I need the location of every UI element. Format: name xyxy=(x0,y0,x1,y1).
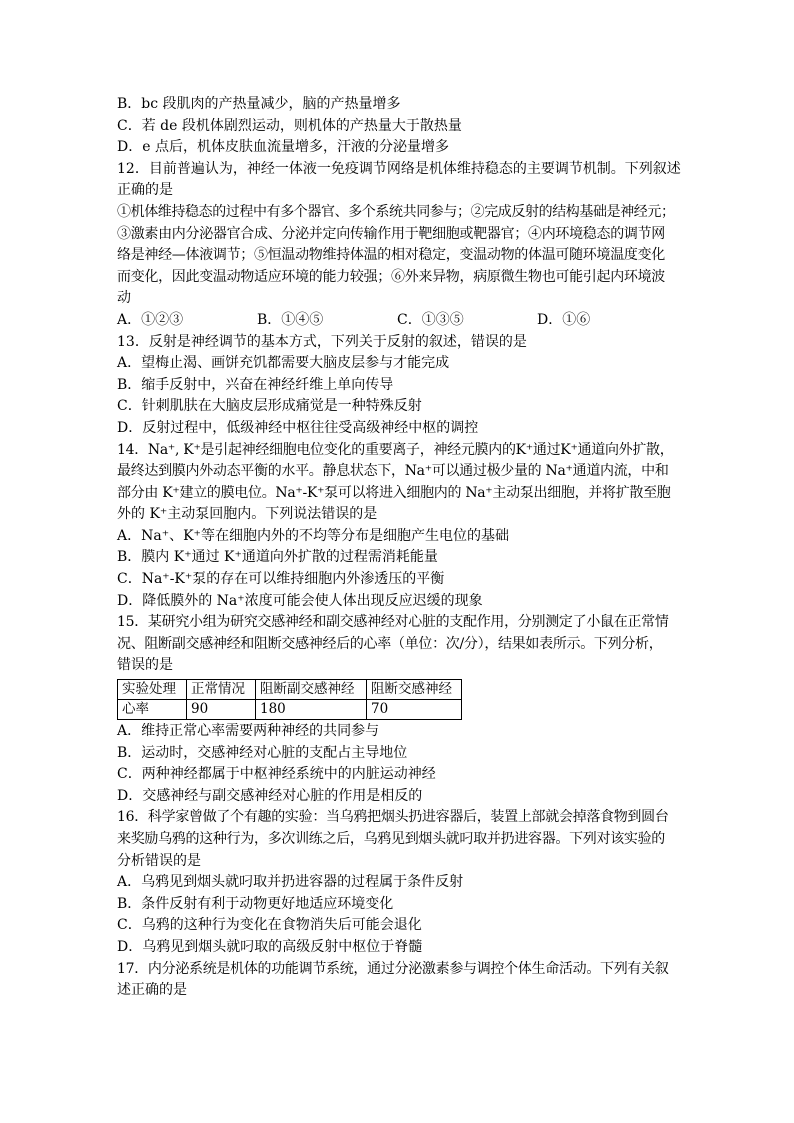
q13-stem: 13．反射是神经调节的基本方式，下列关于反射的叙述，错误的是 xyxy=(117,333,527,350)
q13-option-a: A．望梅止渴、画饼充饥都需要大脑皮层参与才能完成 xyxy=(117,355,450,372)
question-14 xyxy=(117,440,687,613)
q14-stem-line: 外的 K⁺主动泵回胞内。下列说法错误的是 xyxy=(117,506,378,523)
table-header-row xyxy=(118,680,462,700)
q16-option-d: D．乌鸦见到烟头就叼取的高级反射中枢位于脊髓 xyxy=(117,938,423,955)
q15-stem-line: 15．某研究小组为研究交感神经和副交感神经对心脏的支配作用，分别测定了小鼠在正常情 xyxy=(117,614,669,631)
table-cell: 180 xyxy=(256,700,367,720)
q15-option-a: A．维持正常心率需要两种神经的共同参与 xyxy=(117,723,380,740)
q14-option-a: A．Na⁺、K⁺等在细胞内外的不均等分布是细胞产生电位的基础 xyxy=(117,527,509,544)
question-16 xyxy=(117,807,687,958)
q16-stem-line: 分析错误的是 xyxy=(117,852,201,869)
q16-option-a: A．乌鸦见到烟头就叼取并扔进容器的过程属于条件反射 xyxy=(117,874,464,891)
q15-stem-line: 况、阻断副交感神经和阻断交感神经后的心率（单位：次/分），结果如表所示。下列分析， xyxy=(117,635,663,652)
q12-stem-line: ①机体维持稳态的过程中有多个器官、多个系统共同参与；②完成反射的结构基础是神经元； xyxy=(117,203,675,220)
q14-option-c: C．Na⁺-K⁺泵的存在可以维持细胞内外渗透压的平衡 xyxy=(117,571,445,588)
q11-tail xyxy=(117,94,687,159)
table-header-cell: 阻断交感神经 xyxy=(367,680,462,700)
q13-option-d: D．反射过程中，低级神经中枢往往受高级神经中枢的调控 xyxy=(117,419,479,436)
q14-option-d: D．降低膜外的 Na⁺浓度可能会使人体出现反应迟缓的现象 xyxy=(117,592,483,609)
q15-option-c: C．两种神经都属于中枢神经系统中的内脏运动神经 xyxy=(117,766,436,783)
q15-stem-line: 错误的是 xyxy=(117,657,173,674)
q12-option-a: A．①②③ xyxy=(117,311,184,328)
heart-rate-table xyxy=(117,679,462,720)
table-cell: 90 xyxy=(187,700,256,720)
q16-option-c: C．乌鸦的这种行为变化在食物消失后可能会退化 xyxy=(117,917,422,934)
q11-option-b: B．bc 段肌肉的产热量减少，脑的产热量增多 xyxy=(117,96,401,112)
q12-option-c: C．①③⑤ xyxy=(397,311,464,328)
table-header-cell: 阻断副交感神经 xyxy=(256,680,367,700)
q14-stem-line: 最终达到膜内外动态平衡的水平。静息状态下，Na⁺可以通过极少量的 Na⁺通道内流，中和 xyxy=(117,463,669,480)
question-12 xyxy=(117,159,687,332)
table-header-cell: 实验处理 xyxy=(118,680,187,700)
q16-stem-line: 来奖励乌鸦的这种行为，多次训练之后，乌鸦见到烟头就叼取并扔进容器。下列对该实验的 xyxy=(117,831,665,847)
q14-stem-line: 部分由 K⁺建立的膜电位。Na⁺-K⁺泵可以将进入细胞内的 Na⁺主动泵出细胞，并将扩散至胞 xyxy=(117,484,671,501)
q15-option-b: B．运动时，交感神经对心脏的支配占主导地位 xyxy=(117,744,408,761)
q12-stem-line: ③激素由内分泌器官合成、分泌并定向传输作用于靶细胞或靶器官；④内环境稳态的调节网 xyxy=(117,225,665,242)
q12-stem-line: 12．目前普遍认为，神经一体液一免疫调节网络是机体维持稳态的主要调节机制。下列叙述 xyxy=(117,160,681,177)
q12-stem-line: 络是神经—体液调节；⑤恒温动物维持体温的相对稳定，变温动物的体温可随环境温度变化 xyxy=(117,247,665,264)
q17-stem-line: 17．内分泌系统是机体的功能调节系统，通过分泌激素参与调控个体生命活动。下列有关叙 xyxy=(117,960,669,977)
q11-option-d: D．e 点后，机体皮肤血流量增多，汗液的分泌量增多 xyxy=(117,139,449,156)
table-row xyxy=(118,700,462,720)
q13-option-b: B．缩手反射中，兴奋在神经纤维上单向传导 xyxy=(117,376,394,393)
table-header-cell: 正常情况 xyxy=(187,680,256,700)
table-row-label: 心率 xyxy=(118,700,187,720)
q16-stem-line: 16．科学家曾做了个有趣的实验：当乌鸦把烟头扔进容器后，装置上部就会掉落食物到圆台 xyxy=(117,809,669,826)
q12-stem-line: 而变化，因此变温动物适应环境的能力较强；⑥外来异物，病原微生物也可能引起内环境波 xyxy=(117,268,665,285)
q12-option-d: D．①⑥ xyxy=(537,311,591,328)
q15-option-d: D．交感神经与副交感神经对心脏的作用是相反的 xyxy=(117,787,423,804)
q14-option-b: B．膜内 K⁺通过 K⁺通道向外扩散的过程需消耗能量 xyxy=(117,549,438,566)
q12-options xyxy=(117,310,687,332)
q14-stem-line: 14．Na⁺, K⁺是引起神经细胞电位变化的重要离子，神经元膜内的K⁺通过K⁺通道向外扩散， xyxy=(117,441,674,458)
q13-option-c: C．针刺肌肤在大脑皮层形成痛觉是一种特殊反射 xyxy=(117,398,422,415)
q16-option-b: B．条件反射有利于动物更好地适应环境变化 xyxy=(117,895,394,912)
exam-page xyxy=(117,94,687,1002)
q11-option-c: C．若 de 段机体剧烈运动，则机体的产热量大于散热量 xyxy=(117,117,462,134)
q12-stem-line: 动 xyxy=(117,290,131,307)
q17-stem-line: 述正确的是 xyxy=(117,982,187,999)
question-17 xyxy=(117,959,687,1002)
table-cell: 70 xyxy=(367,700,462,720)
q12-stem-line: 正确的是 xyxy=(117,182,173,199)
question-15 xyxy=(117,612,687,807)
q12-option-b: B．①④⑤ xyxy=(257,311,324,328)
question-13 xyxy=(117,332,687,440)
